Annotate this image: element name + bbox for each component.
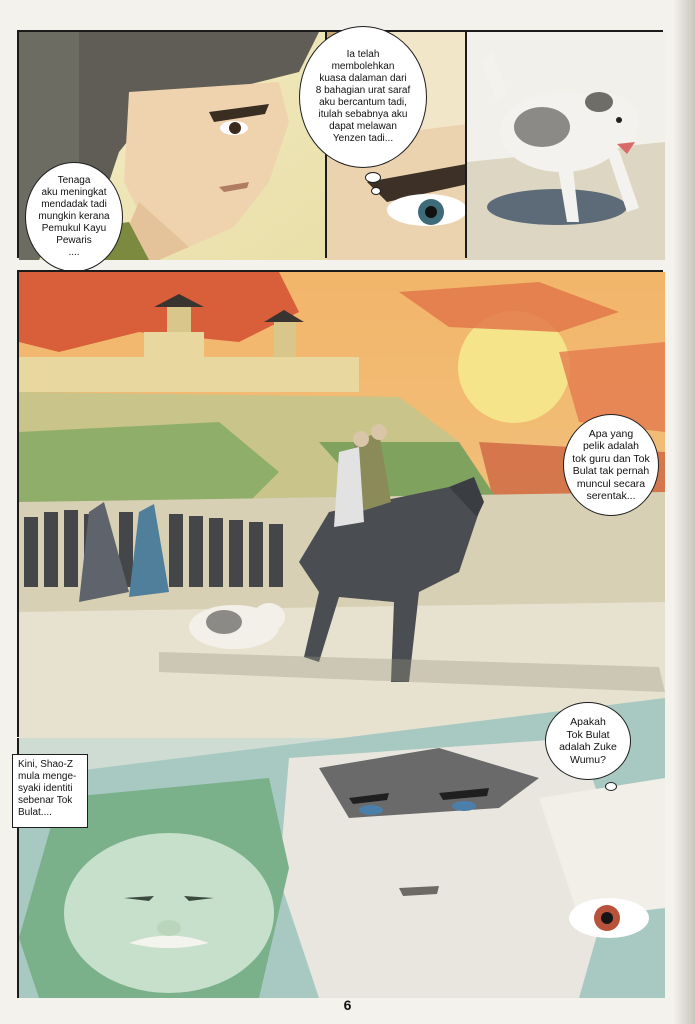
dog-art [467, 32, 665, 260]
speech-bubble-energy: Tenaga aku meningkat mendadak tadi mungkin kerana Pemukul Kayu Pewaris .... [25, 162, 123, 272]
panel-3-dog-running [465, 30, 663, 258]
thought-bubble-power: Ia telah membolehkan kuasa dalaman dari 8 bahagian urat saraf aku bercantum tadi, itulah sebabnya aku dapat melawan Yenzen tadi... [299, 26, 427, 168]
thought-tail-zuke [605, 782, 617, 791]
thought-bubble-odd-masters: Apa yang pelik adalah tok guru dan Tok Bulat tak pernah muncul secara serentak... [563, 414, 659, 516]
thought-tail-small [371, 187, 381, 195]
panel-5-characters-closeup [17, 716, 663, 998]
panel-4-landscape-ride [17, 270, 663, 737]
panel-2-eye-closeup [315, 30, 480, 258]
narration-caption-suspicion: Kini, Shao-Z mula menge- syaki identiti sebenar Tok Bulat.... [12, 754, 88, 828]
thought-tail-large [365, 172, 381, 183]
landscape-art [19, 272, 665, 739]
closeup-art [19, 738, 665, 998]
page-spine [673, 0, 695, 1024]
page-number: 6 [343, 997, 352, 1013]
thought-bubble-zuke-wumu: Apakah Tok Bulat adalah Zuke Wumu? [545, 702, 631, 780]
panel-1-hero-closeup [17, 30, 337, 258]
